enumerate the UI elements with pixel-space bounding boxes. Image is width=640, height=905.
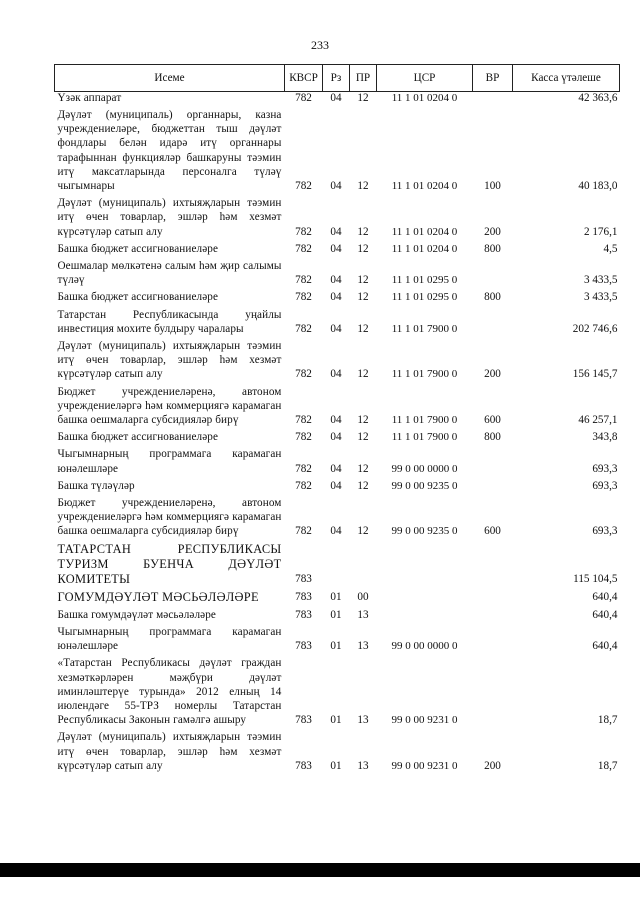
cell-rz: 04 [330, 414, 342, 427]
cell-csr [377, 605, 473, 622]
header-csr: ЦСР [377, 65, 473, 92]
cell-kvsr: 782 [295, 291, 312, 304]
cell-vr [473, 622, 513, 653]
cell-csr: 11 1 01 7900 0 [391, 431, 458, 444]
cell-amount: 18,7 [597, 714, 618, 727]
cell-vr: 200 [484, 225, 501, 238]
cell-pr: 00 [357, 591, 369, 604]
cell-csr: 11 1 01 7900 0 [391, 414, 458, 427]
cell-csr: 99 0 00 9235 0 [391, 479, 458, 492]
cell-amount: 343,8 [592, 431, 618, 444]
table-body [55, 92, 620, 773]
cell-kvsr: 782 [295, 92, 312, 104]
cell-csr: 99 0 00 9231 0 [391, 714, 458, 727]
cell-amount: 640,4 [592, 608, 618, 621]
cell-kvsr: 782 [295, 414, 312, 427]
cell-rz: 01 [330, 759, 342, 772]
cell-vr: 200 [484, 759, 501, 772]
table-row [55, 605, 620, 622]
cell-kvsr: 782 [295, 225, 312, 238]
cell-csr: 99 0 00 9235 0 [391, 525, 458, 538]
cell-name: Чыгымнарның программага карамаган юнәлешләре [57, 448, 282, 475]
cell-pr: 13 [357, 759, 369, 772]
cell-csr [377, 539, 473, 587]
cell-kvsr: 782 [295, 479, 312, 492]
table-row [55, 493, 620, 539]
cell-pr: 12 [357, 242, 369, 255]
cell-vr [473, 476, 513, 493]
cell-csr: 11 1 01 0295 0 [391, 291, 458, 304]
cell-kvsr: 783 [295, 573, 312, 586]
cell-rz: 04 [330, 274, 342, 287]
cell-vr [473, 587, 513, 605]
cell-amount: 40 183,0 [578, 180, 618, 193]
cell-vr: 800 [484, 242, 501, 255]
cell-kvsr: 783 [295, 608, 312, 621]
cell-vr: 600 [484, 414, 501, 427]
cell-amount: 693,3 [592, 479, 618, 492]
cell-kvsr: 783 [295, 714, 312, 727]
cell-name: «Татарстан Республикасы дәүләт граждан хезмәткәрләрен мәҗбүри дәүләт иминләштерүе турында» 2012 елның 14 июлендәге 55-ТРЗ номерлы Татарстан Республикасы Законын гамәлгә ашыру [57, 657, 282, 727]
cell-name: Башка бюджет ассигнованиеләре [57, 291, 219, 304]
cell-name: Үзәк аппарат [57, 92, 122, 104]
cell-rz: 01 [330, 591, 342, 604]
cell-pr: 12 [357, 479, 369, 492]
cell-vr: 800 [484, 431, 501, 444]
cell-rz: 01 [330, 608, 342, 621]
cell-name: Оешмалар мөлкәтенә салым һәм җир салымы түләү [57, 260, 282, 287]
cell-pr: 12 [357, 368, 369, 381]
cell-csr: 99 0 00 0000 0 [391, 640, 458, 653]
cell-rz [323, 539, 350, 587]
cell-rz: 04 [330, 242, 342, 255]
cell-csr: 11 1 01 7900 0 [391, 368, 458, 381]
table-row [55, 193, 620, 239]
cell-rz: 04 [330, 92, 342, 104]
cell-vr: 800 [484, 291, 501, 304]
cell-vr [473, 305, 513, 336]
cell-amount: 3 433,5 [583, 274, 618, 287]
header-vr: ВР [473, 65, 513, 92]
cell-vr: 200 [484, 368, 501, 381]
cell-name: Дәүләт (муниципаль) ихтыяҗларын тәэмин итү өчен товарлар, эшләр һәм хезмәт күрсәтүләр сатып алу [57, 731, 282, 772]
table-row [55, 476, 620, 493]
cell-amount: 640,4 [592, 591, 618, 604]
cell-name: Дәүләт (муниципаль) ихтыяҗларын тәэмин итү өчен товарлар, эшләр һәм хезмәт күрсәтүләр сатып алу [57, 340, 282, 381]
cell-csr: 11 1 01 0204 0 [391, 225, 458, 238]
cell-csr: 11 1 01 7900 0 [391, 322, 458, 335]
table-row [55, 427, 620, 444]
cell-name: Татарстан Республикасында уңайлы инвестиция мохите булдыру чаралары [57, 308, 282, 335]
table-row [55, 444, 620, 475]
cell-vr [473, 444, 513, 475]
table-row [55, 256, 620, 287]
cell-name: ГОМУМДӘҮЛӘТ МӘСЬӘЛӘЛӘРЕ [57, 589, 259, 604]
cell-pr: 12 [357, 322, 369, 335]
cell-pr [350, 539, 377, 587]
cell-vr [473, 605, 513, 622]
table-row [55, 727, 620, 773]
cell-vr: 100 [484, 180, 501, 193]
cell-kvsr: 782 [295, 274, 312, 287]
budget-table [54, 64, 620, 773]
cell-kvsr: 782 [295, 431, 312, 444]
table-row [55, 305, 620, 336]
cell-rz: 04 [330, 322, 342, 335]
cell-pr: 13 [357, 640, 369, 653]
cell-pr: 12 [357, 274, 369, 287]
cell-rz: 04 [330, 368, 342, 381]
cell-amount: 693,3 [592, 525, 618, 538]
cell-rz: 04 [330, 431, 342, 444]
header-kvsr: КВСР [285, 65, 323, 92]
cell-pr: 12 [357, 462, 369, 475]
cell-name: ТАТАРСТАН РЕСПУБЛИКАСЫ ТУРИЗМ БУЕНЧА ДӘҮЛӘТ КОМИТЕТЫ [57, 541, 282, 586]
cell-csr: 99 0 00 9231 0 [391, 759, 458, 772]
cell-name: Башка гомумдәүләт мәсьәләләре [57, 608, 216, 621]
cell-rz: 04 [330, 479, 342, 492]
cell-vr [473, 539, 513, 587]
cell-pr: 12 [357, 414, 369, 427]
cell-kvsr: 783 [295, 591, 312, 604]
table-row [55, 239, 620, 256]
table-row [55, 587, 620, 605]
cell-pr: 12 [357, 225, 369, 238]
header-rz: Рз [323, 65, 350, 92]
cell-kvsr: 783 [295, 759, 312, 772]
cell-csr: 99 0 00 0000 0 [391, 462, 458, 475]
cell-kvsr: 782 [295, 242, 312, 255]
header-kassa: Касса үтәлеше [513, 65, 620, 92]
cell-vr [473, 256, 513, 287]
scan-bottom-bar [0, 863, 640, 877]
cell-amount: 2 176,1 [583, 225, 618, 238]
cell-kvsr: 782 [295, 525, 312, 538]
cell-rz: 04 [330, 180, 342, 193]
table-header-row [55, 65, 620, 92]
cell-pr: 12 [357, 525, 369, 538]
cell-amount: 42 363,6 [578, 92, 618, 104]
cell-rz: 04 [330, 291, 342, 304]
cell-amount: 156 145,7 [572, 368, 618, 381]
cell-amount: 4,5 [603, 242, 618, 255]
cell-csr [377, 587, 473, 605]
cell-amount: 46 257,1 [578, 414, 618, 427]
cell-amount: 115 104,5 [573, 573, 618, 586]
table-row [55, 382, 620, 428]
cell-name: Дәүләт (муниципаль) ихтыяҗларын тәэмин итү өчен товарлар, эшләр һәм хезмәт күрсәтүләр сатып алу [57, 197, 282, 238]
cell-amount: 18,7 [597, 759, 618, 772]
cell-vr: 600 [484, 525, 501, 538]
cell-pr: 13 [357, 714, 369, 727]
cell-vr [473, 92, 513, 106]
cell-csr: 11 1 01 0204 0 [391, 180, 458, 193]
cell-csr: 11 1 01 0295 0 [391, 274, 458, 287]
cell-pr: 12 [357, 431, 369, 444]
cell-pr: 12 [357, 180, 369, 193]
cell-csr: 11 1 01 0204 0 [391, 242, 458, 255]
table-row [55, 336, 620, 382]
cell-pr: 12 [357, 92, 369, 104]
page-number: 233 [311, 38, 329, 52]
table-row [55, 539, 620, 587]
cell-rz: 01 [330, 714, 342, 727]
cell-rz: 04 [330, 225, 342, 238]
table-row [55, 287, 620, 304]
cell-rz: 01 [330, 640, 342, 653]
cell-kvsr: 782 [295, 322, 312, 335]
cell-kvsr: 782 [295, 462, 312, 475]
cell-kvsr: 782 [295, 180, 312, 193]
cell-csr: 11 1 01 0204 0 [391, 92, 458, 104]
cell-name: Бюджет учреждениеләренә, автоном учреждениеләргә һәм коммерциягә карамаган башка оешмаларга субсидияләр бирү [57, 497, 282, 538]
cell-amount: 202 746,6 [572, 322, 618, 335]
cell-name: Башка түләүләр [57, 479, 135, 492]
header-name: Исеме [55, 65, 285, 92]
cell-kvsr: 782 [295, 368, 312, 381]
cell-vr [473, 653, 513, 727]
table-row [55, 92, 620, 106]
cell-kvsr: 783 [295, 640, 312, 653]
header-pr: ПР [350, 65, 377, 92]
cell-name: Башка бюджет ассигнованиеләре [57, 431, 219, 444]
cell-amount: 3 433,5 [583, 291, 618, 304]
cell-pr: 12 [357, 291, 369, 304]
cell-amount: 640,4 [592, 640, 618, 653]
cell-amount: 693,3 [592, 462, 618, 475]
table-row [55, 653, 620, 727]
cell-rz: 04 [330, 525, 342, 538]
table-row [55, 105, 620, 193]
cell-name: Бюджет учреждениеләренә, автоном учреждениеләргә һәм коммерциягә карамаган башка оешмаларга субсидияләр бирү [57, 385, 282, 427]
cell-pr: 13 [357, 608, 369, 621]
cell-rz: 04 [330, 462, 342, 475]
cell-name: Башка бюджет ассигнованиеләре [57, 242, 219, 255]
cell-name: Дәүләт (муниципаль) органнары, казна учреждениеләре, бюджеттан тыш дәүләт фондлары белән идарә итү органнары тарафыннан функцияләр башкаруны тәэмин итү максатларында персоналга түләү чыгымнары [57, 109, 282, 193]
cell-name: Чыгымнарның программага карамаган юнәлешләре [57, 625, 282, 653]
table-row [55, 622, 620, 653]
